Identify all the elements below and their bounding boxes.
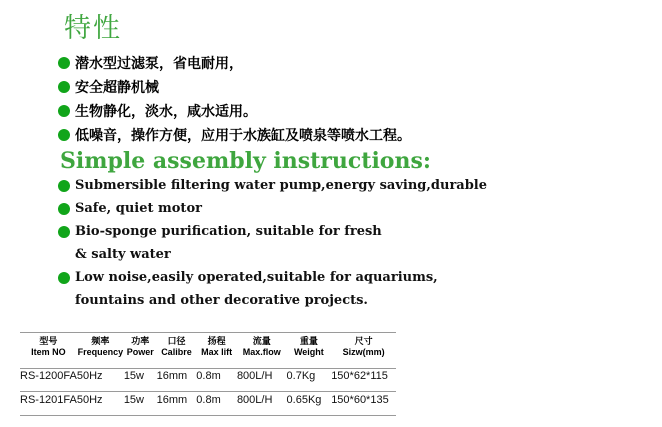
cell-weight: 0.65Kg [286, 394, 322, 406]
header-weight: 重量 Weight [293, 336, 324, 357]
cell-power: 15w [123, 394, 144, 406]
cell-frequency: 50Hz [76, 394, 103, 406]
cell-max-lift: 0.8m [196, 370, 221, 382]
cell-item-no: RS-1200FA [20, 370, 77, 382]
header-power: 功率 Power [126, 336, 154, 357]
bullet-icon [58, 226, 70, 238]
cell-calibre: 16mm [156, 370, 188, 382]
list-item-text: 低噪音，操作方便，应用于水族缸及喷泉等喷水工程。 [75, 128, 411, 144]
cell-calibre: 16mm [156, 394, 188, 406]
list-item-text: Low noise,easily operated,suitable for aquariums, [75, 270, 438, 285]
header-max-lift: 扬程 Max lift [201, 336, 233, 357]
list-item [58, 266, 487, 312]
list-item [58, 197, 487, 220]
cell-power: 15w [123, 370, 144, 382]
header-size: 尺寸 Sizw(mm) [342, 336, 385, 357]
list-item-continuation: fountains and other decorative projects. [75, 293, 368, 308]
list-item [58, 99, 411, 123]
list-item [58, 174, 487, 197]
features-list-cn [58, 51, 411, 147]
cell-size: 150*62*115 [331, 370, 388, 382]
features-title-en: Simple assembly instructions: [60, 148, 431, 174]
table-header-row [20, 336, 396, 358]
list-item-text: Submersible filtering water pump,energy saving,durable [75, 178, 488, 193]
list-item [58, 123, 411, 147]
cell-max-flow: 800L/H [236, 394, 273, 406]
bullet-icon [58, 57, 70, 69]
cell-weight: 0.7Kg [286, 370, 316, 382]
bullet-icon [58, 105, 70, 117]
cell-max-lift: 0.8m [196, 394, 221, 406]
header-max-flow: 流量 Max.flow [242, 336, 281, 357]
bullet-icon [58, 180, 70, 192]
list-item-text: Safe, quiet motor [75, 201, 202, 216]
list-item-text: 潜水型过滤泵，省电耐用， [75, 56, 243, 72]
table-row-divider [20, 391, 396, 392]
list-item [58, 51, 411, 75]
cell-frequency: 50Hz [76, 370, 103, 382]
list-item [58, 75, 411, 99]
list-item-continuation: & salty water [75, 247, 171, 262]
list-item [58, 220, 487, 266]
header-item-no: 型号 Item NO [31, 336, 66, 357]
cell-size: 150*60*135 [331, 394, 389, 406]
list-item-text: 生物静化，淡水，咸水适用。 [75, 104, 257, 120]
bullet-icon [58, 203, 70, 215]
cell-max-flow: 800L/H [236, 370, 273, 382]
header-frequency: 频率 Frequency [77, 336, 124, 357]
features-list-en [58, 174, 487, 312]
table-row-divider [20, 368, 396, 369]
list-item-text: Bio-sponge purification, suitable for fresh [75, 224, 382, 239]
features-title-cn: 特性 [64, 13, 122, 44]
bullet-icon [58, 272, 70, 284]
header-calibre: 口径 Calibre [161, 336, 192, 357]
table-bottom-divider [20, 415, 396, 416]
list-item-text: 安全超静机械 [75, 80, 159, 96]
table-top-divider [20, 332, 396, 333]
spec-table [20, 336, 396, 412]
bullet-icon [58, 81, 70, 93]
bullet-icon [58, 129, 70, 141]
cell-item-no: RS-1201FA [20, 394, 77, 406]
